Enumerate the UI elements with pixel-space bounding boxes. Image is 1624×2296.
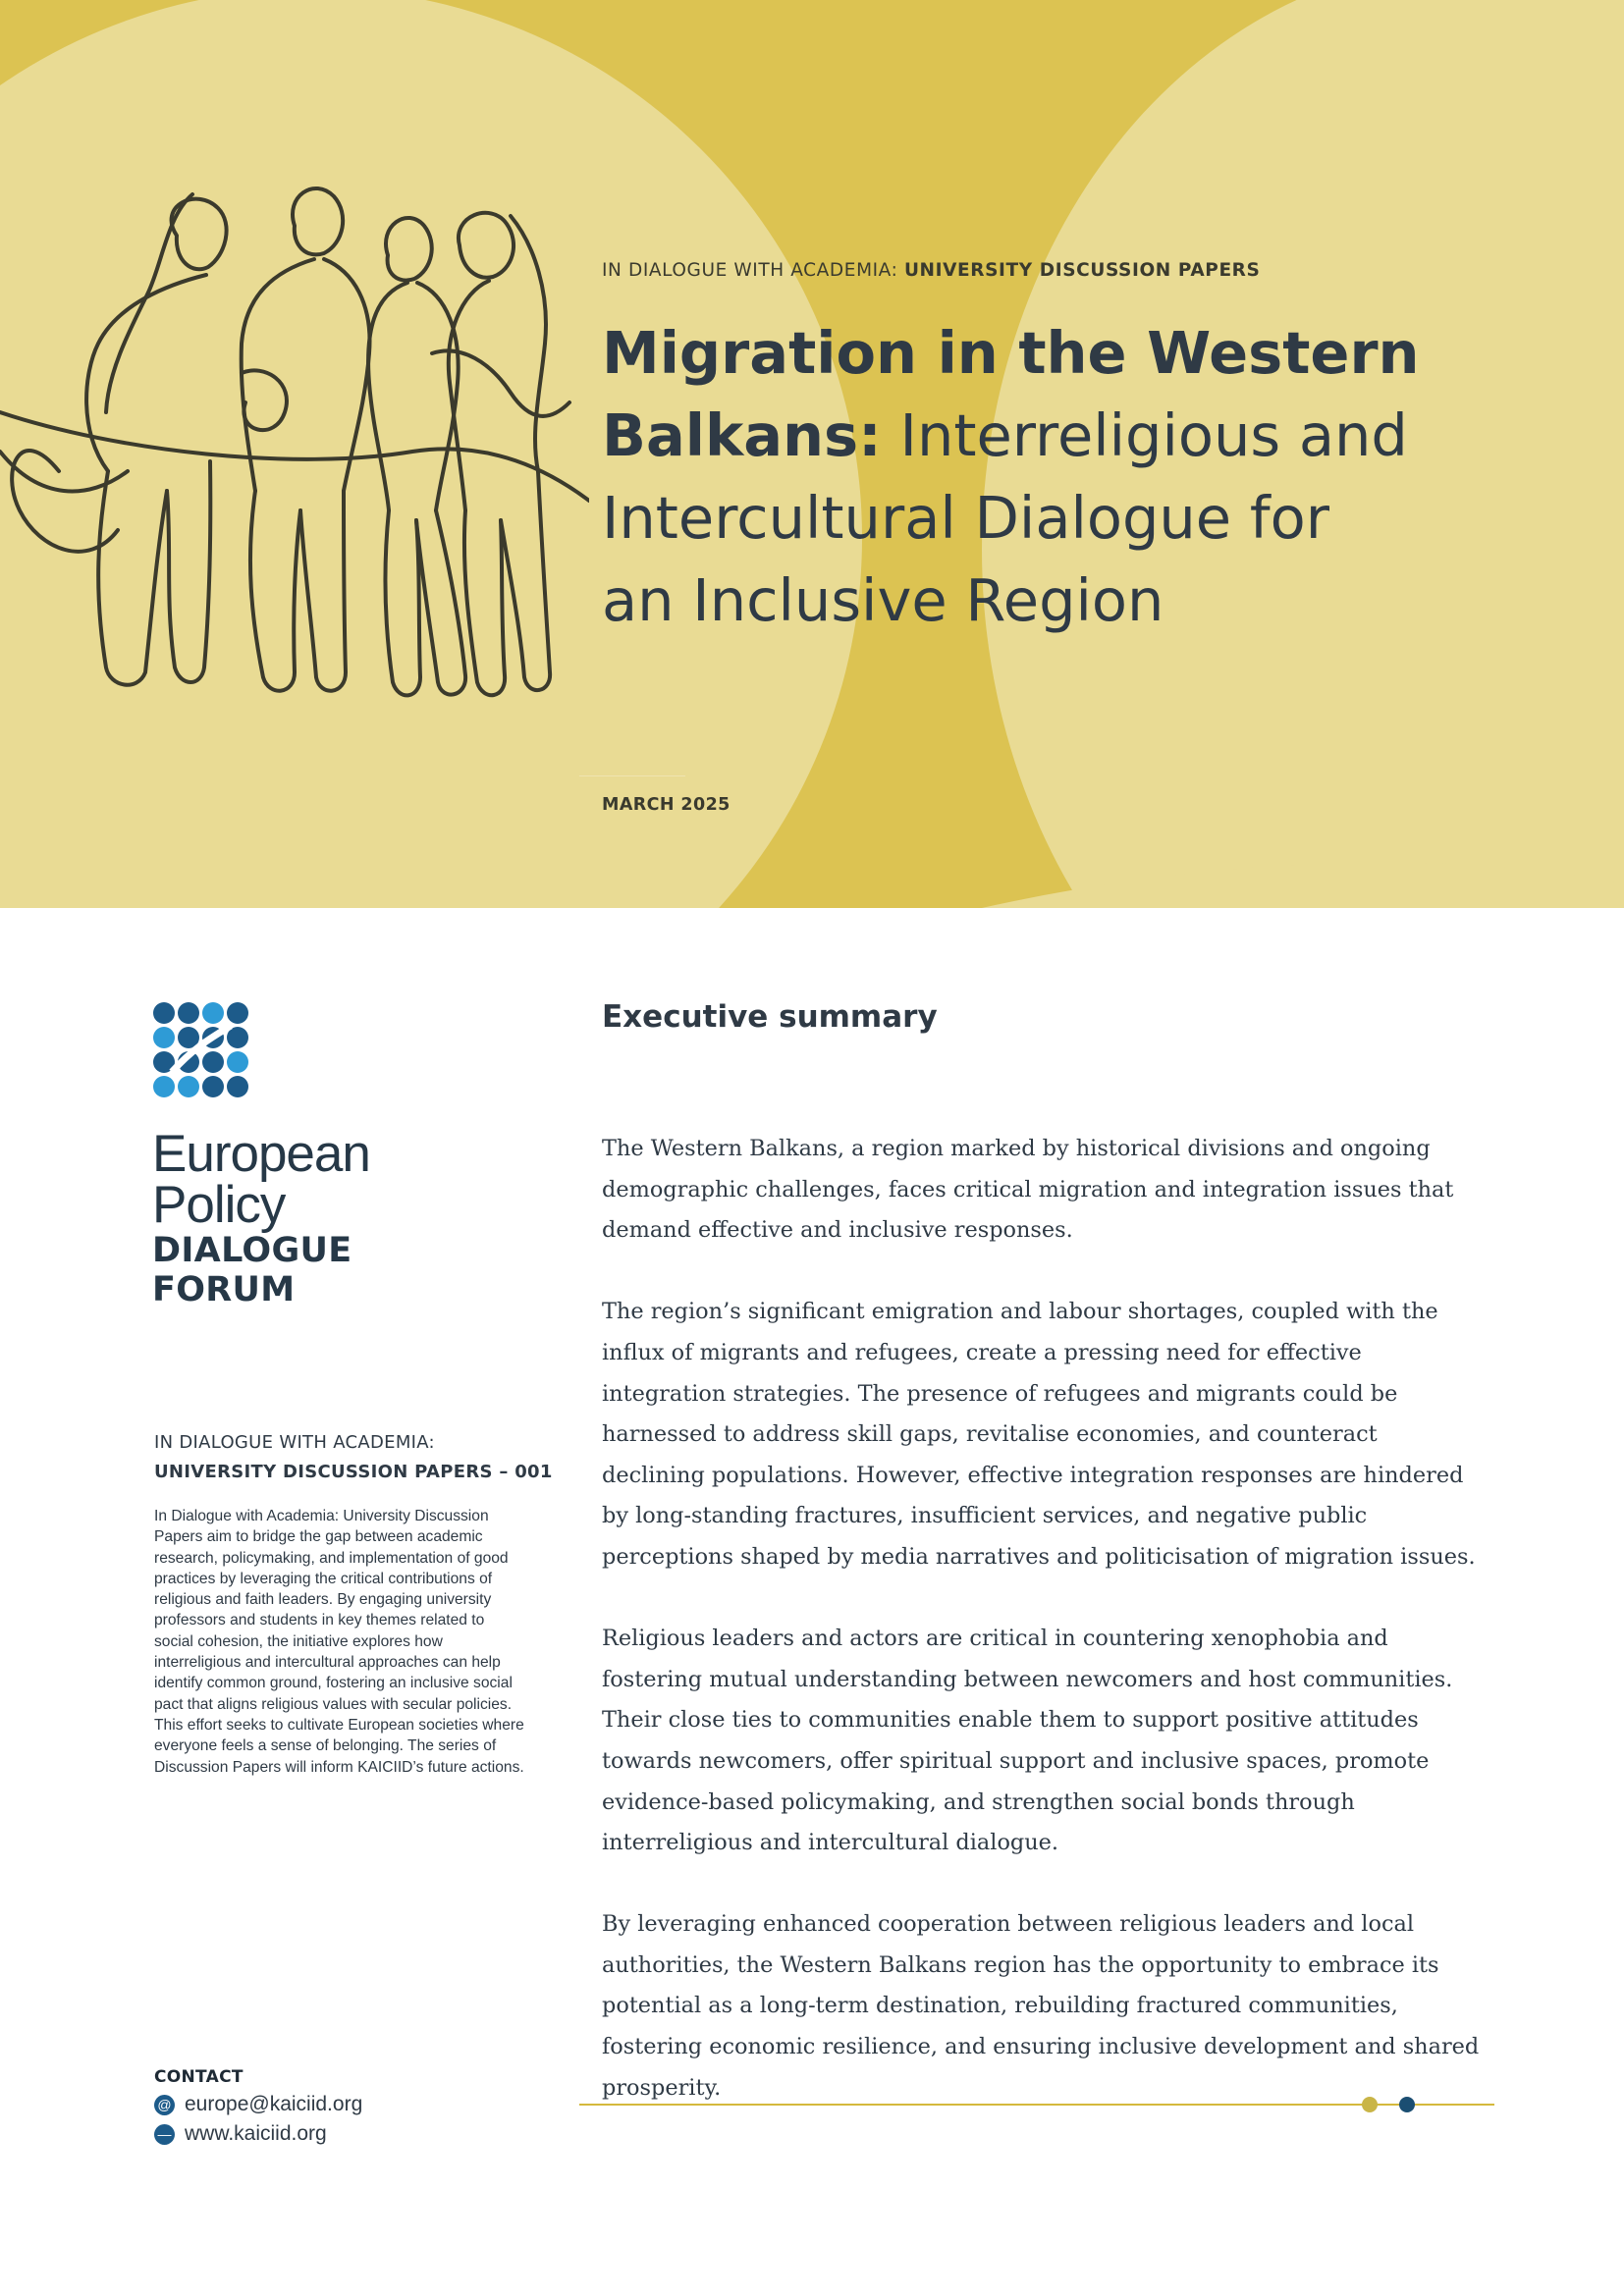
epdf-logo-icon [152, 1001, 250, 1099]
title-line-2: Interreligious and [899, 401, 1408, 469]
sidebar-series-line-1: IN DIALOGUE WITH ACADEMIA: [154, 1432, 435, 1453]
title-line-4: an Inclusive Region [602, 566, 1164, 634]
series-label-bold: UNIVERSITY DISCUSSION PAPERS [903, 260, 1261, 281]
document-title [602, 312, 1446, 642]
org-name-line-1: European [152, 1125, 370, 1183]
series-label [602, 260, 1260, 281]
series-label-prefix: IN DIALOGUE WITH ACADEMIA: [602, 260, 904, 281]
org-name-line-3: DIALOGUE [152, 1231, 352, 1270]
publication-date: MARCH 2025 [602, 795, 731, 815]
contact-email-row[interactable] [154, 2093, 362, 2116]
contact-website-row[interactable] [154, 2122, 362, 2146]
executive-summary-heading: Executive summary [602, 999, 938, 1035]
summary-paragraph: Religious leaders and actors are critical in countering xenophobia and fostering mutual understanding between newcomers and host communities. Their close ties to communities enable them to support positive attitudes towards newcomers, offer spiritual support and inclusive spaces, promote evidence-based policymaking, and strengthen social bonds through interreligious and intercultural dialogue. [602, 1626, 1453, 1856]
summary-paragraph: The Western Balkans, a region marked by historical divisions and ongoing demographic challenges, faces critical migration and integration issues that demand effective and inclusive responses. [602, 1136, 1454, 1244]
title-line-3: Intercultural Dialogue for [602, 484, 1329, 552]
summary-paragraph: The region’s significant emigration and labour shortages, coupled with the influx of migrants and refugees, create a pressing need for effective integration strategies. The presence of refugees and migrants could be harnessed to address skill gaps, revitalise economies, and counteract declining populations. However, effective integration responses are hindered by long-standing fractures, insufficient services, and negative public perceptions shaped by media narratives and politicisation of migration issues. [602, 1299, 1476, 1570]
org-name-line-4: FORUM [152, 1270, 296, 1309]
contact-block [154, 2067, 362, 2146]
summary-paragraph: By leveraging enhanced cooperation between religious leaders and local authorities, the Western Balkans region has the opportunity to embrace its potential as a long-term destination, rebuilding fractured communities, fostering economic resilience, and ensuring inclusive development and shared prosperity. [602, 1911, 1480, 2101]
footer-dot-yellow [1362, 2097, 1378, 2112]
sidebar-series-label [154, 1428, 553, 1487]
at-icon: @ [154, 2095, 175, 2115]
organization-name [152, 1125, 370, 1309]
sidebar-series-line-2: UNIVERSITY DISCUSSION PAPERS – 001 [154, 1462, 553, 1482]
title-line-1: Migration in the Western [602, 319, 1420, 387]
globe-icon: — [154, 2124, 175, 2145]
contact-email-link[interactable]: europe@kaiciid.org [185, 2093, 363, 2115]
divider [579, 775, 685, 776]
footer-divider [579, 2104, 1494, 2106]
people-line-art-illustration [0, 177, 589, 726]
contact-website-link[interactable]: www.kaiciid.org [185, 2122, 327, 2145]
title-bold-part: Balkans: [602, 401, 882, 469]
executive-summary-body [602, 1129, 1486, 2150]
footer-dot-blue [1399, 2097, 1415, 2112]
org-name-line-2: Policy [152, 1176, 286, 1234]
cover-banner [0, 0, 1624, 908]
series-description: In Dialogue with Academia: University Discussion Papers aim to bridge the gap between academic research, policymaking, and implementation of good practices by leveraging the critical contributions of religious and faith leaders. By engaging university professors and students in key themes related to social cohesion, the initiative explores how interreligious and intercultural approaches can help identify common ground, fostering an inclusive social pact that aligns religious values with secular policies. This effort seeks to cultivate European societies where everyone feels a sense of belonging. The series of Discussion Papers will inform KAICIID’s future actions. [154, 1508, 524, 1776]
contact-label: CONTACT [154, 2067, 244, 2087]
